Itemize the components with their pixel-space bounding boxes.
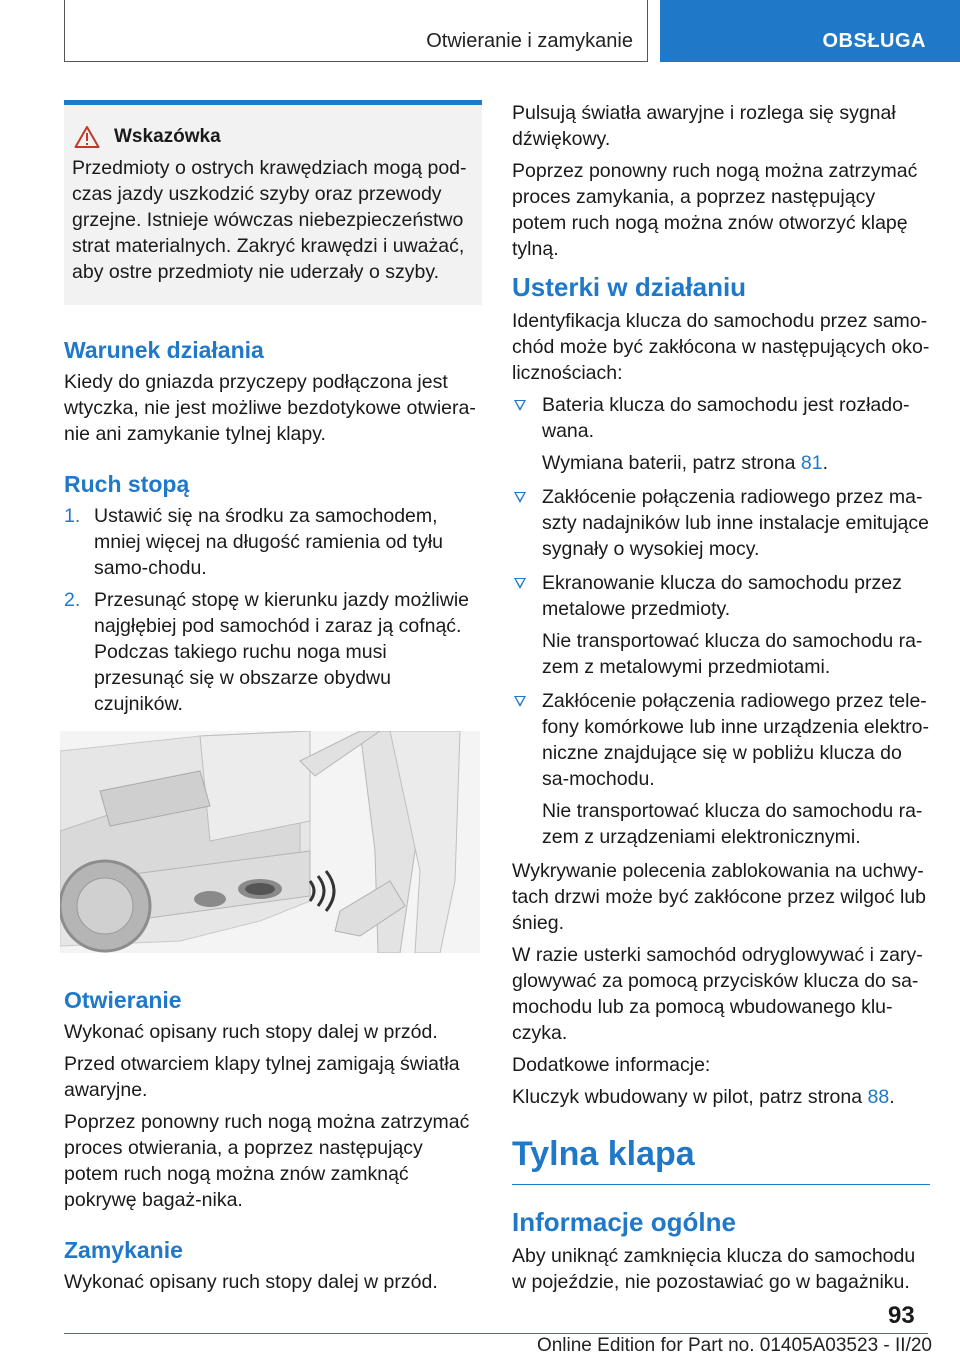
chapter-heading-tailgate: Tylna klapa xyxy=(512,1130,930,1185)
heading-faults: Usterki w działaniu xyxy=(512,272,747,302)
closing-text-2: Pulsują światła awaryjne i rozlega się sygnał dźwiękowy. xyxy=(512,102,896,150)
faults-text-4 xyxy=(512,1084,930,1110)
step-item xyxy=(64,503,482,581)
faults-list xyxy=(512,392,930,850)
section-title: OBSŁUGA xyxy=(822,30,926,52)
heading-condition: Warunek działania xyxy=(64,337,264,363)
bullet-triangle-icon xyxy=(514,492,526,503)
opening-text-2: Przed otwarciem klapy tylnej zamigają światła awaryjne. xyxy=(64,1053,460,1101)
faults-intro: Identyfikacja klucza do samochodu przez samo-chód może być zakłócona w następujących oko-licznościach: xyxy=(512,310,930,384)
heading-foot-move: Ruch stopą xyxy=(64,471,190,497)
running-header-section-tab xyxy=(660,0,960,62)
car-rear-foot-gesture-illustration xyxy=(60,731,480,953)
condition-text: Kiedy do gniazda przyczepy podłączona jest wtyczka, nie jest możliwe bezdotykowe otwiera-nie ani zamykanie tylnej klapy. xyxy=(64,371,476,445)
page-link-88[interactable]: 88 xyxy=(867,1086,890,1108)
chapter-title: Otwieranie i zamykanie xyxy=(426,30,633,52)
closing-text-3: Poprzez ponowny ruch nogą można zatrzymać proces zamykania, a poprzez następujący potem ruch nogą można znów otworzyć klapę tylną. xyxy=(512,160,918,260)
warning-text: Przedmioty o ostrych krawędziach mogą pod-czas jazdy uszkodzić szyby oraz przewody grzejne. Istnieje wówczas niebezpieczeństwo strat materialnych. Zakryć krawędzi i uważać, aby ostre przedmioty nie uderzały o szyby. xyxy=(72,157,467,283)
warning-box xyxy=(64,100,482,305)
foot-move-steps xyxy=(64,503,482,717)
fault-text: Zakłócenie połączenia radiowego przez tele-fony komórkowe lub inne urządzenia elektro-niczne znajdujące się w pobliżu klucza do sa-mochodu. xyxy=(542,690,929,790)
left-column xyxy=(64,100,482,1301)
footer-edition: Online Edition for Part no. 01405A03523 - II/20 xyxy=(536,1335,932,1356)
running-header-chapter xyxy=(64,0,648,62)
fault-text: Bateria klucza do samochodu jest rozłado-wana. xyxy=(542,394,910,442)
bullet-triangle-icon xyxy=(514,400,526,411)
step-number: 2. xyxy=(64,589,81,611)
warning-title-row xyxy=(72,125,474,149)
heading-closing: Zamykanie xyxy=(64,1237,183,1263)
bullet-triangle-icon xyxy=(514,696,526,707)
fault-subtext: Nie transportować klucza do samochodu ra-zem z urządzeniami elektronicznymi. xyxy=(542,800,923,848)
fault-item xyxy=(512,570,930,680)
faults-text-2: W razie usterki samochód odryglowywać i zary-glowywać za pomocą przycisków klucza do sa-mochodu lub za pomocą wbudowanego klu-czyka. xyxy=(512,944,923,1044)
opening-text-3: Poprzez ponowny ruch nogą można zatrzymać proces otwierania, a poprzez następujący potem ruch nogą można znów zamknąć pokrywę bagaż-nika. xyxy=(64,1111,470,1211)
fault-subtext-prefix: Wymiana baterii, patrz strona xyxy=(542,452,796,474)
step-text: Ustawić się na środku za samochodem, mniej więcej na długość ramienia od tyłu samo-chodu. xyxy=(94,505,444,579)
tailgate-text: Aby uniknąć zamknięcia klucza do samochodu w pojeździe, nie pozostawiać go w bagażniku. xyxy=(512,1245,916,1293)
faults-text-4-prefix: Kluczyk wbudowany w pilot, patrz strona xyxy=(512,1086,863,1108)
fault-item xyxy=(512,688,930,850)
warning-triangle-icon xyxy=(74,125,100,149)
faults-text-1: Wykrywanie polecenia zablokowania na uchwy-tach drzwi może być zakłócone przez wilgoć lub śnieg. xyxy=(512,860,927,934)
step-number: 1. xyxy=(64,505,81,527)
fault-item xyxy=(512,392,930,476)
fault-subtext xyxy=(542,450,930,476)
heading-general-info: Informacje ogólne xyxy=(512,1207,736,1237)
fault-text: Zakłócenie połączenia radiowego przez ma-szty nadajników lub inne instalacje emitujące sygnały o wysokiej mocy. xyxy=(542,486,929,560)
fault-subtext-suffix: . xyxy=(822,452,828,474)
footer-rule xyxy=(64,1333,928,1334)
fault-text: Ekranowanie klucza do samochodu przez metalowe przedmioty. xyxy=(542,572,902,620)
right-column xyxy=(512,100,930,1301)
heading-opening: Otwieranie xyxy=(64,987,182,1013)
step-item xyxy=(64,587,482,717)
closing-text-1: Wykonać opisany ruch stopy dalej w przód. xyxy=(64,1271,438,1293)
page-link-81[interactable]: 81 xyxy=(800,452,823,474)
fault-item xyxy=(512,484,930,562)
page-number: 93 xyxy=(888,1302,915,1329)
fault-subtext: Nie transportować klucza do samochodu ra-zem z metalowymi przedmiotami. xyxy=(542,630,923,678)
opening-text-1: Wykonać opisany ruch stopy dalej w przód. xyxy=(64,1021,438,1043)
bullet-triangle-icon xyxy=(514,578,526,589)
warning-title: Wskazówka xyxy=(114,126,221,147)
figure-foot-sensor-illustration xyxy=(60,731,480,953)
faults-text-3: Dodatkowe informacje: xyxy=(512,1054,711,1076)
faults-text-4-suffix: . xyxy=(889,1086,895,1108)
step-text: Przesunąć stopę w kierunku jazdy możliwie najgłębiej pod samochód i zaraz ją cofnąć. Podczas takiego ruchu noga musi przesunąć się w obszarze obydwu czujników. xyxy=(94,589,469,715)
